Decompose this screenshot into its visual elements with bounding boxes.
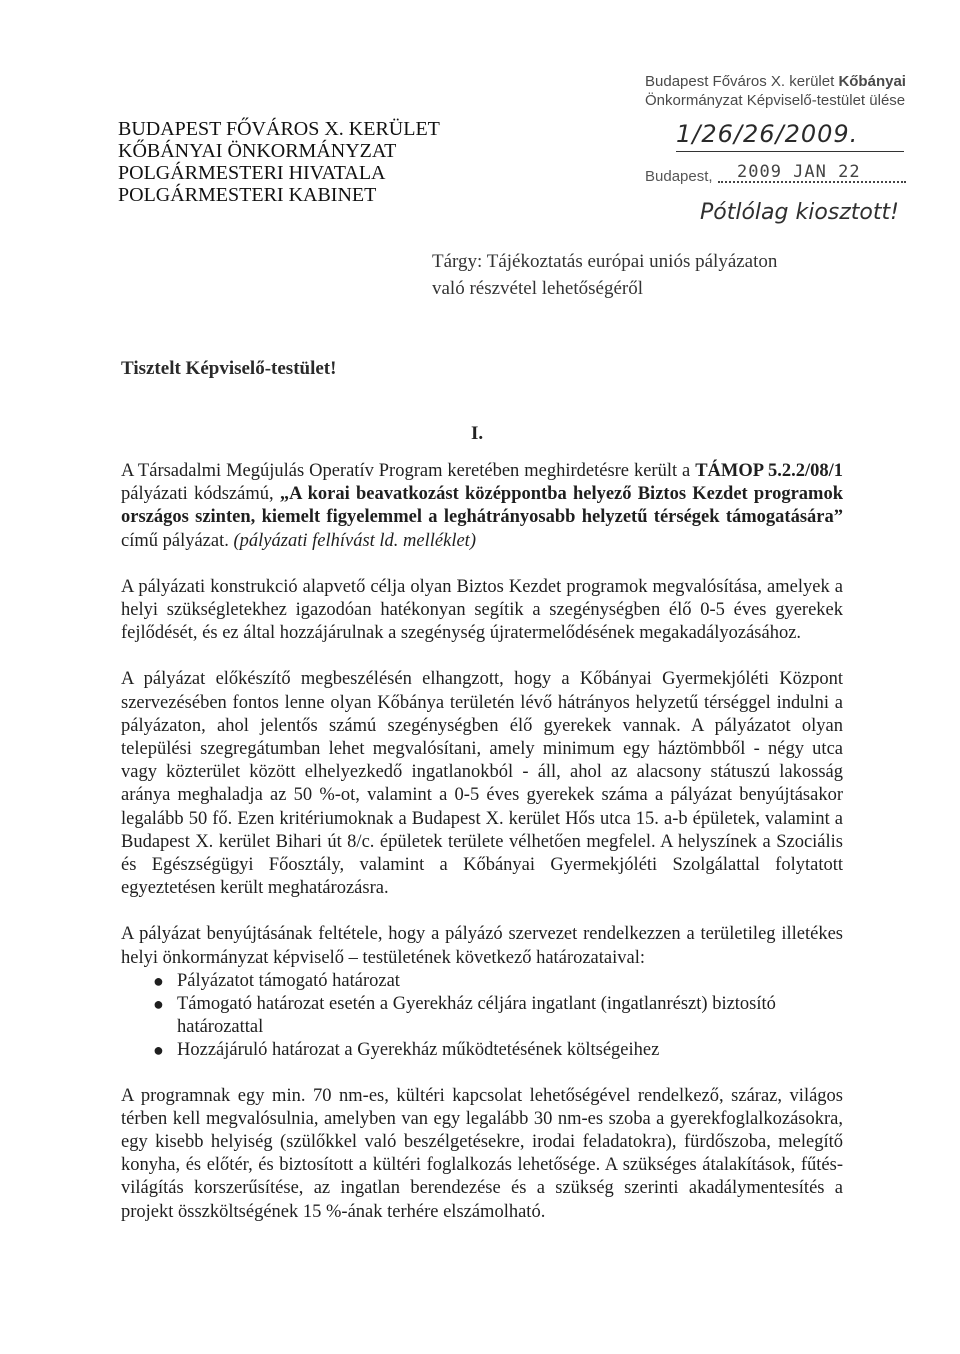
- issuing-office-header: [118, 118, 440, 206]
- subject-line-2: való részvétel lehetőségéről: [432, 278, 644, 299]
- office-line: POLGÁRMESTERI HIVATALA: [118, 162, 386, 184]
- list-item: [121, 970, 843, 993]
- paragraph-4: A pályázat benyújtásának feltétele, hogy a pályázó szervezet rendelkezzen a területileg illetékes helyi önkormányzat képviselő – testületének következő határozataival:: [121, 924, 843, 968]
- list-item: [121, 1039, 843, 1062]
- intro-text-a: A Társadalmi Megújulás Operatív Program keretében meghirdetésre került a: [121, 461, 696, 481]
- office-line: POLGÁRMESTERI KABINET: [118, 184, 377, 206]
- stamp-line-1: [645, 72, 945, 91]
- subject-line-1: Tárgy: Tájékoztatás európai uniós pályázaton: [432, 251, 778, 272]
- list-item-text: Hozzájáruló határozat a Gyerekház működtetésének költségeihez: [177, 1040, 660, 1061]
- paragraph-2: A pályázati konstrukció alapvető célja olyan Biztos Kezdet programok megvalósítása, amelyek a helyi szükségletekhez igazodóan hatékonyan segítik a szegénységben élő 0-5 éves gyerekek fejlődését, és ez által hozzájárulnak a szegénység újratermelődésének megakadályozásához.: [121, 576, 843, 644]
- programme-title: „A korai beavatkozást középpontba helyező Biztos Kezdet programok országos szinten, kiemelt figyelemmel a leghátrányosabb helyzetű térségek támogatására”: [121, 484, 843, 528]
- handwritten-registration-number: 1/26/26/2009.: [676, 120, 859, 148]
- list-item-text: Pályázatot támogató határozat: [177, 970, 400, 991]
- date-stamp-value: 2009 JAN 22: [737, 162, 861, 182]
- registration-stamp: [645, 72, 945, 110]
- list-item: [121, 993, 843, 1039]
- handwritten-note: Pótlólag kiosztott!: [700, 200, 899, 225]
- registration-underline: [676, 151, 904, 152]
- bullet-icon: ●: [153, 994, 164, 1015]
- attachment-note: (pályázati felhívást ld. melléklet): [233, 530, 476, 551]
- stamp-line-2: Önkormányzat Képviselő-testület ülése: [645, 92, 906, 109]
- subject-line: [432, 248, 777, 302]
- list-item-text: Támogató határozat esetén a Gyerekház céljára ingatlant (ingatlanrészt) biztosító határozattal: [177, 994, 776, 1038]
- intro-text-c: című pályázat.: [121, 530, 234, 551]
- date-dotted-line: [718, 181, 906, 183]
- office-line: BUDAPEST FŐVÁROS X. KERÜLET: [118, 118, 440, 140]
- paragraph-intro: [121, 460, 843, 553]
- letter-body: [121, 460, 843, 1247]
- bullet-icon: ●: [153, 1040, 164, 1061]
- paragraph-3: A pályázat előkészítő megbeszélésén elhangzott, hogy a Kőbányai Gyermekjóléti Központ szervezésében fontos lenne olyan Kőbánya területén lévő hátrányos helyzetű térséggel indulni a pályázaton, ahol jelentős számú szegénységben élő gyerekek vannak. A pályázatot olyan települési szegregátumban lehet megvalósítani, amely minimum egy háztömbből - négy utca vagy közterület között elhelyezkedő ingatlanokból - áll, ahol az alacsony státuszú lakosság aránya meghaladja az 50 %-ot, valamint a 0-5 éves gyerekek száma a pályázat benyújtásakor legalább 50 fő. Ezen kritériumoknak a Budapest X. kerület Hős utca 15. a-b épületek, valamint a Budapest X. kerület Bihari út 8/c. épületek területe vélhetően megfelel. A helyszínek a Szociális és Egészségügyi Főosztály, valamint a Kőbányai Gyermekjóléti Szolgálattal folytatott egyeztetésen került meghatározásra.: [121, 669, 843, 899]
- bullet-icon: ●: [153, 970, 164, 991]
- programme-code: TÁMOP 5.2.2/08/1: [695, 461, 843, 481]
- required-resolutions-list: [121, 970, 843, 1063]
- stamp-line-1-plain: Budapest Főváros X. kerület: [645, 73, 839, 90]
- date-label: Budapest,: [645, 168, 713, 185]
- intro-text-b: pályázati kódszámú,: [121, 484, 280, 505]
- paragraph-5: A programnak egy min. 70 nm-es, kültéri kapcsolat lehetőségével rendelkező, száraz, világos térben kell megvalósulnia, amelyben van egy legalább 30 nm-es szoba a gyerekfoglalkozásokra, egy kisebb helyiség (szülőkkel való beszélgetésekre, irodai feladatokra), fürdőszoba, melegítő konyha, és előtér, és biztosított a kültéri foglalkozás lehetősége. A szükséges átalakítások, fűtés-világítás korszerűsítése, az ingatlan berendezése és a szükség szerinti akadálymentesítés a projekt összköltségének 15 %-ának terhére elszámolható.: [121, 1085, 843, 1222]
- stamp-line-1-bold: Kőbányai: [838, 73, 906, 90]
- section-number: I.: [471, 423, 484, 444]
- salutation: Tisztelt Képviselő-testület!: [121, 358, 337, 379]
- office-line: KŐBÁNYAI ÖNKORMÁNYZAT: [118, 140, 397, 162]
